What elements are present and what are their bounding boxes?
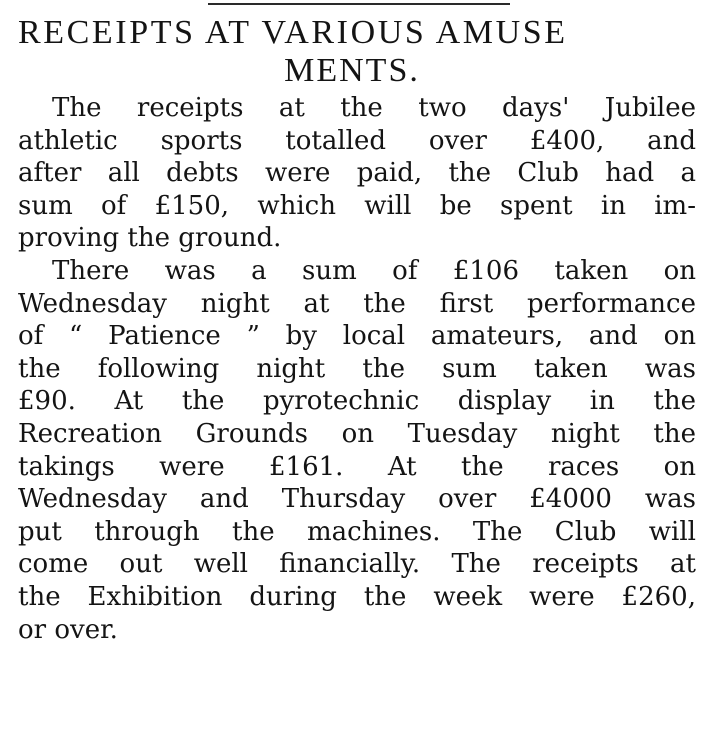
text-line: Wednesday night at the first performance xyxy=(18,288,696,319)
text-line: proving the ground. xyxy=(18,223,282,254)
text-line: come out well financially. The receipts at xyxy=(18,549,696,580)
text-line: The receipts at the two days' Jubilee xyxy=(52,93,696,123)
headline-line-1: RECEIPTS AT VARIOUS AMUSE xyxy=(18,14,568,51)
text-line: There was a sum of £106 taken on xyxy=(52,255,696,286)
text-line: after all debts were paid, the Club had a xyxy=(18,158,696,189)
text-line: takings were £161. At the races on xyxy=(18,451,696,482)
text-line: Recreation Grounds on Tuesday night the xyxy=(18,418,696,449)
text-line: the following night the sum taken was xyxy=(18,353,696,384)
headline xyxy=(18,14,698,90)
paragraph-1 xyxy=(18,92,696,255)
headline-line-2: MENTS. xyxy=(284,52,420,89)
text-line: or over. xyxy=(18,614,118,645)
text-line: the Exhibition during the week were £260, xyxy=(18,581,696,612)
text-line: Wednesday and Thursday over £4000 was xyxy=(18,484,696,515)
paragraph-2 xyxy=(18,255,696,646)
text-line: of “ Patience ” by local amateurs, and on xyxy=(18,321,696,352)
text-line: £90. At the pyrotechnic display in the xyxy=(18,386,696,417)
article-body xyxy=(18,92,696,646)
top-rule-divider xyxy=(208,3,510,5)
text-line: sum of £150, which will be spent in im- xyxy=(18,190,696,221)
text-line: athletic sports totalled over £400, and xyxy=(18,125,696,156)
text-line: put through the machines. The Club will xyxy=(18,516,696,547)
